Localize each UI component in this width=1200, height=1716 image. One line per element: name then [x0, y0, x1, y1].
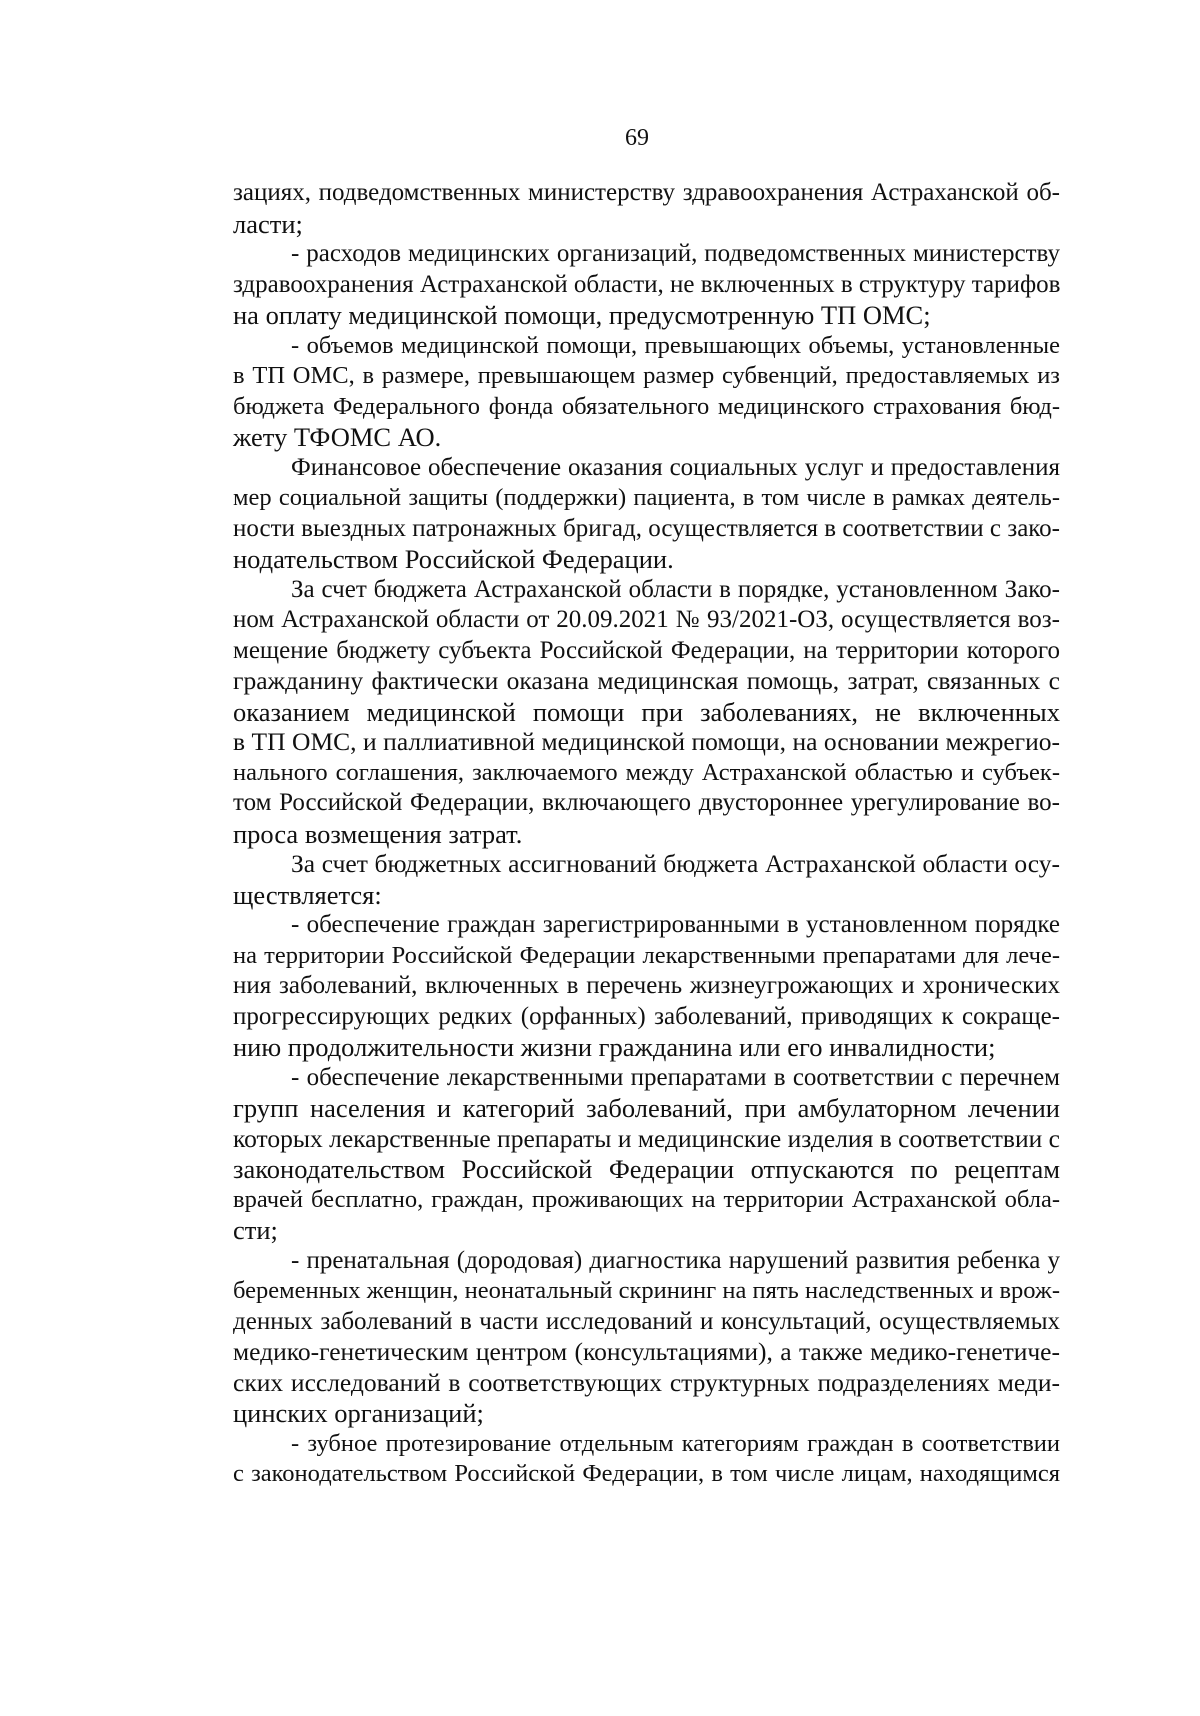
text-line: оказанием медицинской помощи при заболеваниях, не включенных: [233, 696, 1060, 727]
text-line: на территории Российской Федерации лекарственными препаратами для лече-: [233, 941, 1060, 969]
text-line: на оплату медицинской помощи, предусмотренную ТП ОМС;: [233, 300, 931, 330]
text-line: За счет бюджета Астраханской области в порядке, установленном Зако-: [291, 575, 1060, 603]
text-line: - объемов медицинской помощи, превышающих объемы, установленные: [291, 331, 1060, 359]
text-line: ности выездных патронажных бригад, осуществляется в соответствии с зако-: [233, 514, 1060, 542]
text-line: цинских организаций;: [233, 1398, 484, 1428]
text-line: мер социальной защиты (поддержки) пациента, в том числе в рамках деятель-: [233, 484, 1060, 511]
text-line: врачей бесплатно, граждан, проживающих на территории Астраханской обла-: [233, 1185, 1060, 1213]
text-line: сти;: [233, 1215, 278, 1245]
text-line: групп населения и категорий заболеваний, при амбулаторном лечении: [233, 1093, 1060, 1123]
text-line: нального соглашения, заключаемого между Астраханской областью и субъек-: [233, 758, 1060, 786]
text-line: ния заболеваний, включенных в перечень жизнеугрожающих и хронических: [233, 972, 1060, 999]
text-line: нию продолжительности жизни гражданина или его инвалидности;: [233, 1032, 996, 1062]
text-line: денных заболеваний в части исследований и консультаций, осуществляемых: [233, 1307, 1060, 1335]
text-line: медико-генетическим центром (консультациями), а также медико-генетиче-: [233, 1337, 1060, 1366]
text-line: - обеспечение граждан зарегистрированными в установленном порядке: [291, 911, 1060, 938]
text-line: законодательством Российской Федерации отпускаются по рецептам: [233, 1154, 1060, 1184]
text-line: ласти;: [233, 208, 303, 239]
text-line: беременных женщин, неонатальный скрининг на пять наследственных и врож-: [233, 1277, 1060, 1304]
text-line: ществляется:: [233, 879, 382, 910]
text-line: которых лекарственные препараты и медицинские изделия в соответствии с: [233, 1123, 1060, 1153]
text-line: в ТП ОМС, в размере, превышающем размер субвенций, предоставляемых из: [233, 362, 1060, 389]
text-line: нодательством Российской Федерации.: [233, 544, 674, 574]
text-line: прогрессирующих редких (орфанных) заболеваний, приводящих к сокраще-: [233, 1002, 1060, 1030]
text-line: - зубное протезирование отдельным категориям граждан в соответствии: [291, 1429, 1060, 1457]
text-line: Финансовое обеспечение оказания социальных услуг и предоставления: [291, 453, 1060, 481]
body-text: [233, 178, 1060, 1490]
text-line: гражданину фактически оказана медицинская помощь, затрат, связанных с: [233, 666, 1060, 695]
text-line: здравоохранения Астраханской области, не включенных в структуру тарифов: [233, 270, 1061, 298]
text-line: - обеспечение лекарственными препаратами в соответствии с перечнем: [291, 1063, 1060, 1091]
text-line: том Российской Федерации, включающего двустороннее урегулирование во-: [233, 789, 1060, 816]
text-line: - пренатальная (дородовая) диагностика нарушений развития ребенка у: [291, 1246, 1060, 1274]
text-line: с законодательством Российской Федерации, в том числе лицам, находящимся: [233, 1460, 1060, 1487]
page-number: 69: [625, 125, 649, 151]
text-line: жету ТФОМС АО.: [233, 422, 442, 452]
text-line: ских исследований в соответствующих структурных подразделениях меди-: [233, 1367, 1060, 1397]
text-line: За счет бюджетных ассигнований бюджета Астраханской области осу-: [291, 849, 1060, 878]
text-line: зациях, подведомственных министерству здравоохранения Астраханской об-: [233, 179, 1060, 206]
text-line: мещение бюджету субъекта Российской Федерации, на территории которого: [233, 636, 1060, 664]
text-line: в ТП ОМС, и паллиативной медицинской помощи, на основании межрегио-: [233, 727, 1060, 756]
text-line: ном Астраханской области от 20.09.2021 № 93/2021-ОЗ, осуществляется воз-: [233, 606, 1060, 633]
text-line: - расходов медицинских организаций, подведомственных министерству: [291, 240, 1060, 267]
text-line: бюджета Федерального фонда обязательного медицинского страхования бюд-: [233, 392, 1060, 420]
text-line: проса возмещения затрат.: [233, 818, 523, 849]
